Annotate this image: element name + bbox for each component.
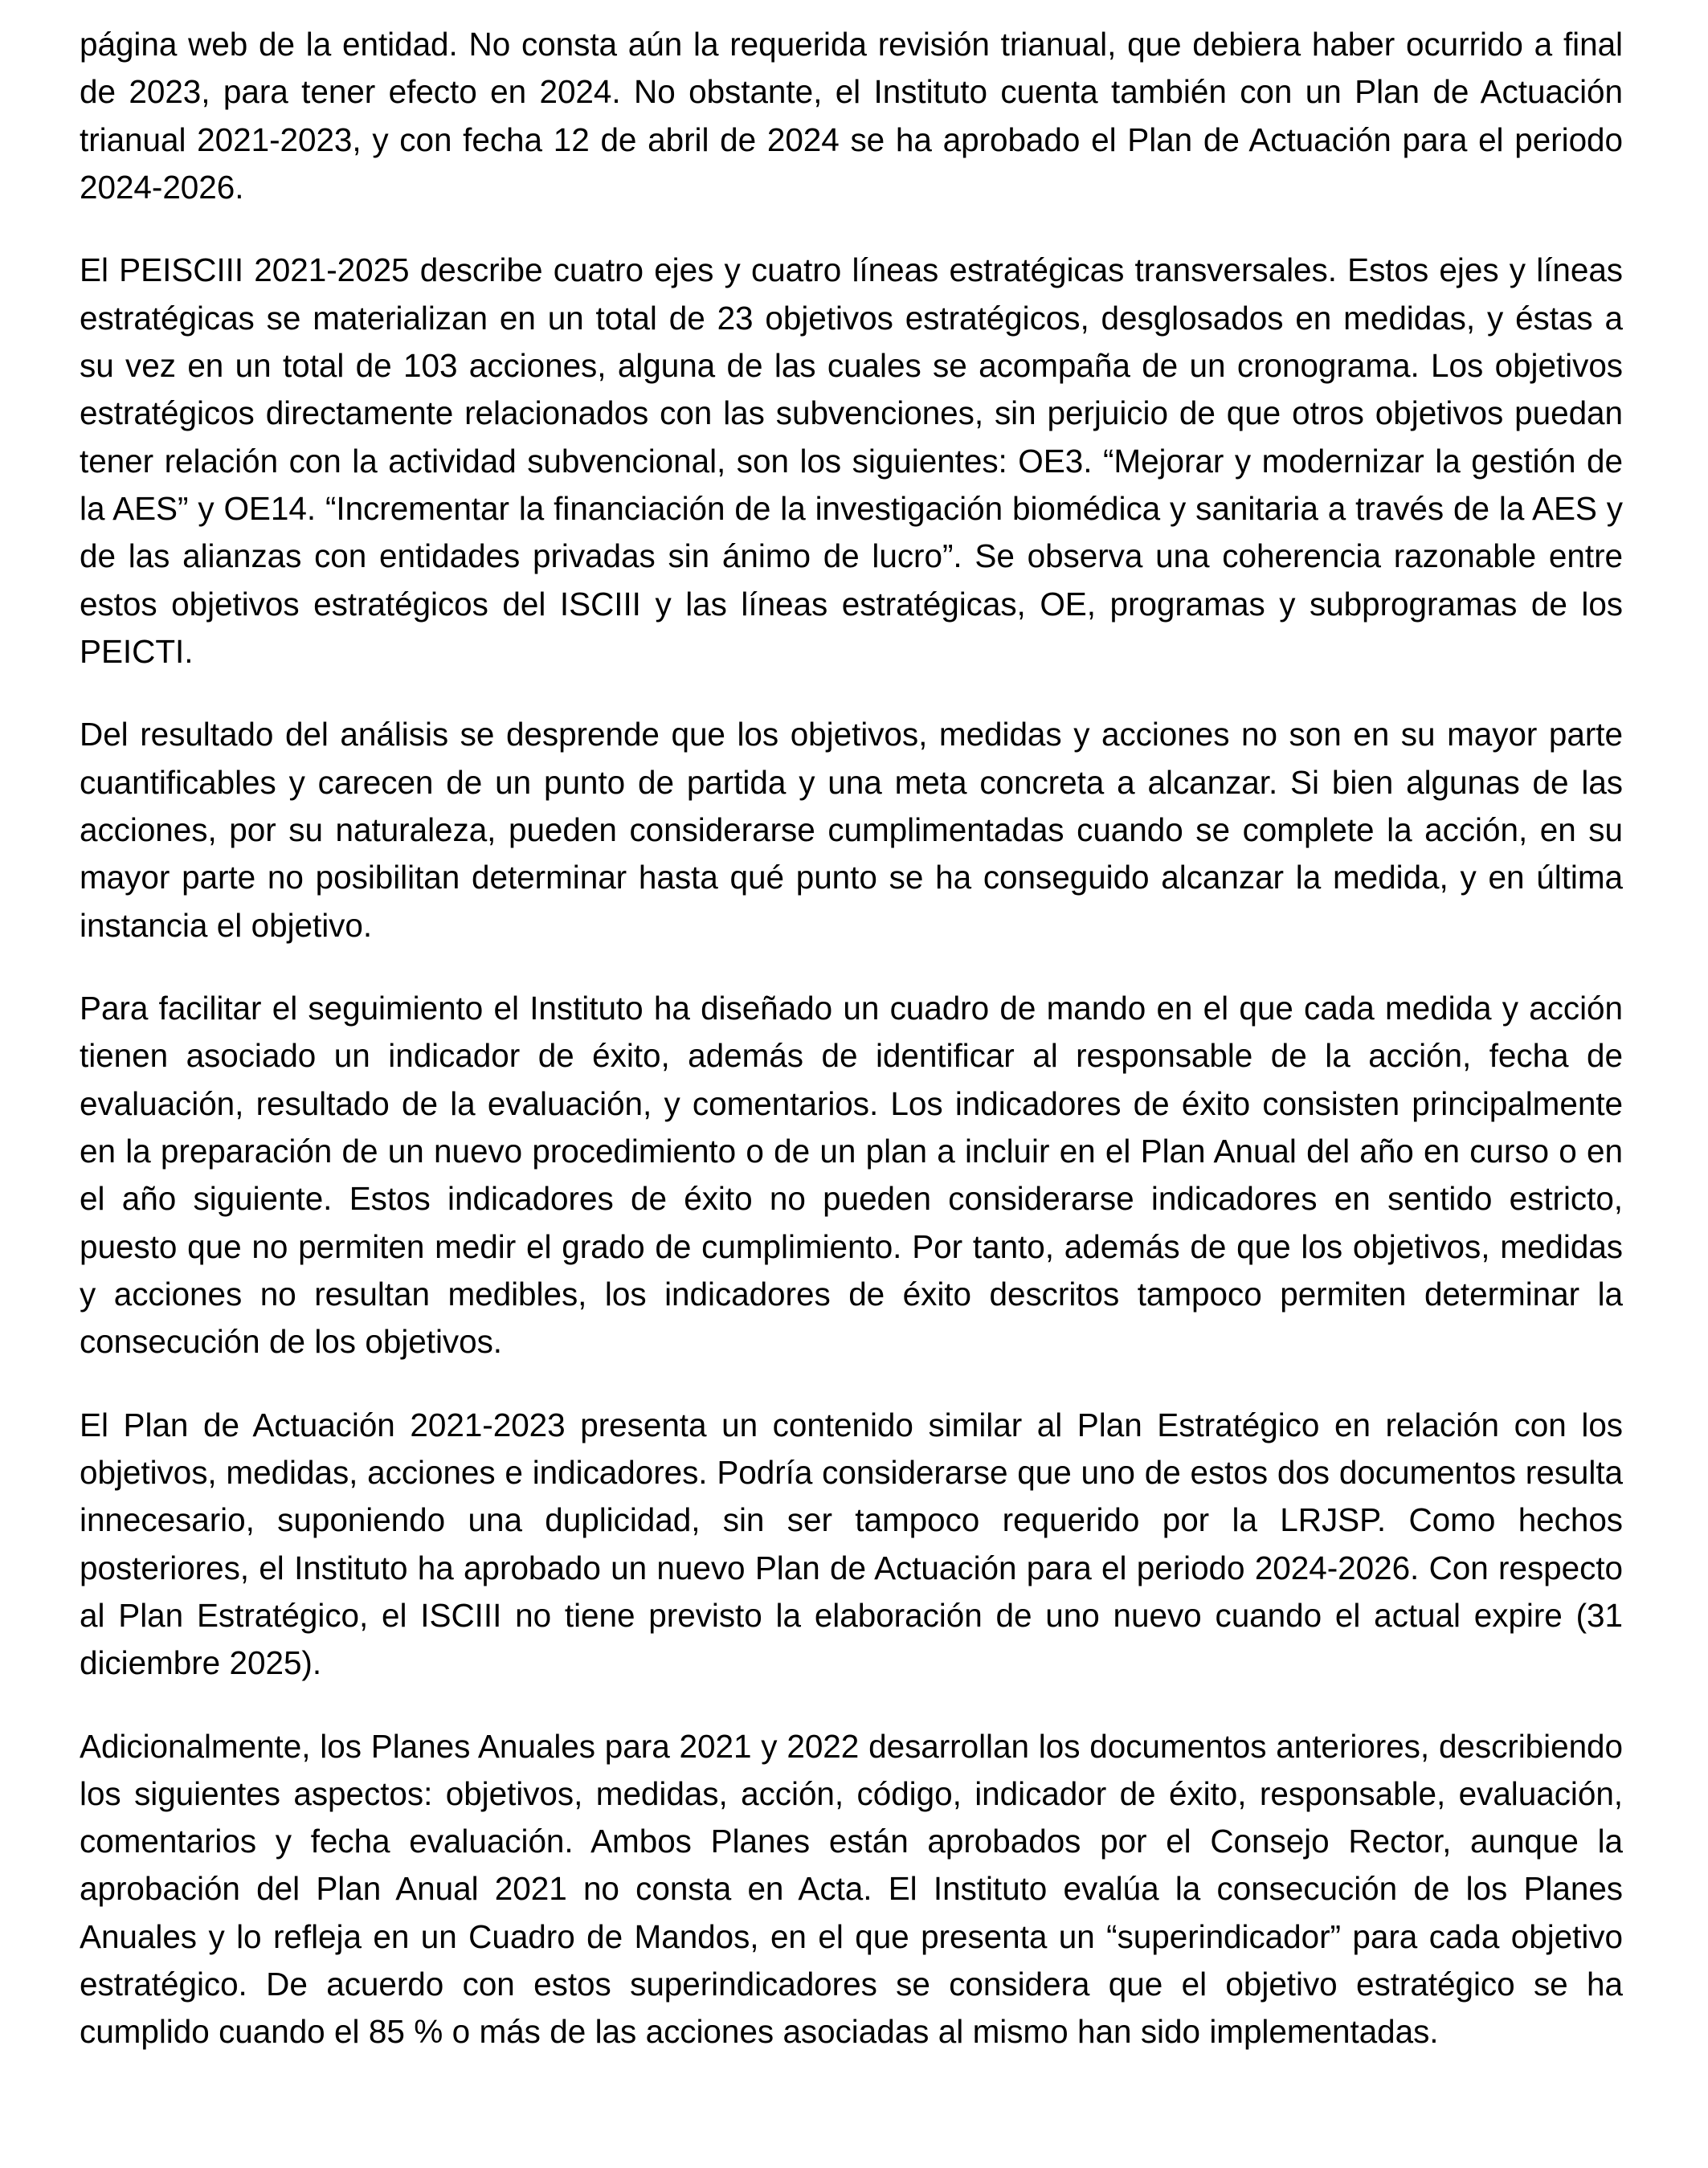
paragraph-analisis-objetivos-no-cuantificables: Del resultado del análisis se desprende que los objetivos, medidas y acciones no son en su mayor parte cuantificables y carecen de un punto de partida y una meta concreta a alcanzar. Si bien algunas de las acciones, por su naturaleza, pueden considerarse cumplimentadas cuando se complete la acción, en su mayor parte no posibilitan determinar hasta qué punto se ha conseguido alcanzar la medida, y en última instancia el objetivo.	[80, 716, 1623, 944]
paragraph-plan-actuacion-2021-2023: El Plan de Actuación 2021-2023 presenta un contenido similar al Plan Estratégico en relación con los objetivos, medidas, acciones e indicadores. Podría considerarse que uno de estos dos documentos resulta innecesario, suponiendo una duplicidad, sin ser tampoco requerido por la LRJSP. Como hechos posteriores, el Instituto ha aprobado un nuevo Plan de Actuación para el periodo 2024-2026. Con respecto al Plan Estratégico, el ISCIII no tiene previsto la elaboración de uno nuevo cuando el actual expire (31 diciembre 2025).	[80, 1406, 1623, 1682]
paragraph-planes-anuales-superindicador: Adicionalmente, los Planes Anuales para 2021 y 2022 desarrollan los documentos anteriores, describiendo los siguientes aspectos: objetivos, medidas, acción, código, indicador de éxito, responsable, evaluación, comentarios y fecha evaluación. Ambos Planes están aprobados por el Consejo Rector, aunque la aprobación del Plan Anual 2021 no consta en Acta. El Instituto evalúa la consecución de los Planes Anuales y lo refleja en un Cuadro de Mandos, en el que presenta un “superindicador” para cada objetivo estratégico. De acuerdo con estos superindicadores se considera que el objetivo estratégico se ha cumplido cuando el 85 % o más de las acciones asociadas al mismo han sido implementadas.	[80, 1727, 1623, 2051]
paragraph-continuacion-plan-actuacion: página web de la entidad. No consta aún la requerida revisión trianual, que debiera haber ocurrido a final de 2023, para tener efecto en 2024. No obstante, el Instituto cuenta también con un Plan de Actuación trianual 2021-2023, y con fecha 12 de abril de 2024 se ha aprobado el Plan de Actuación para el periodo 2024-2026.	[80, 26, 1623, 206]
document-body	[80, 21, 1623, 2056]
paragraph-cuadro-de-mando-indicadores: Para facilitar el seguimiento el Instituto ha diseñado un cuadro de mando en el que cada medida y acción tienen asociado un indicador de éxito, además de identificar al responsable de la acción, fecha de evaluación, resultado de la evaluación, y comentarios. Los indicadores de éxito consisten principalmente en la preparación de un nuevo procedimiento o de un plan a incluir en el Plan Anual del año en curso o en el año siguiente. Estos indicadores de éxito no pueden considerarse indicadores en sentido estricto, puesto que no permiten medir el grado de cumplimiento. Por tanto, además de que los objetivos, medidas y acciones no resultan medibles, los indicadores de éxito descritos tampoco permiten determinar la consecución de los objetivos.	[80, 989, 1623, 1361]
paragraph-peisciii-ejes-objetivos: El PEISCIII 2021-2025 describe cuatro ejes y cuatro líneas estratégicas transversales. Estos ejes y líneas estratégicas se materializan en un total de 23 objetivos estratégicos, desglosados en medidas, y éstas a su vez en un total de 103 acciones, alguna de las cuales se acompaña de un cronograma. Los objetivos estratégicos directamente relacionados con las subvenciones, sin perjuicio de que otros objetivos puedan tener relación con la actividad subvencional, son los siguientes: OE3. “Mejorar y modernizar la gestión de la AES” y OE14. “Incrementar la financiación de la investigación biomédica y sanitaria a través de la AES y de las alianzas con entidades privadas sin ánimo de lucro”. Se observa una coherencia razonable entre estos objetivos estratégicos del ISCIII y las líneas estratégicas, OE, programas y subprogramas de los PEICTI.	[80, 251, 1623, 670]
